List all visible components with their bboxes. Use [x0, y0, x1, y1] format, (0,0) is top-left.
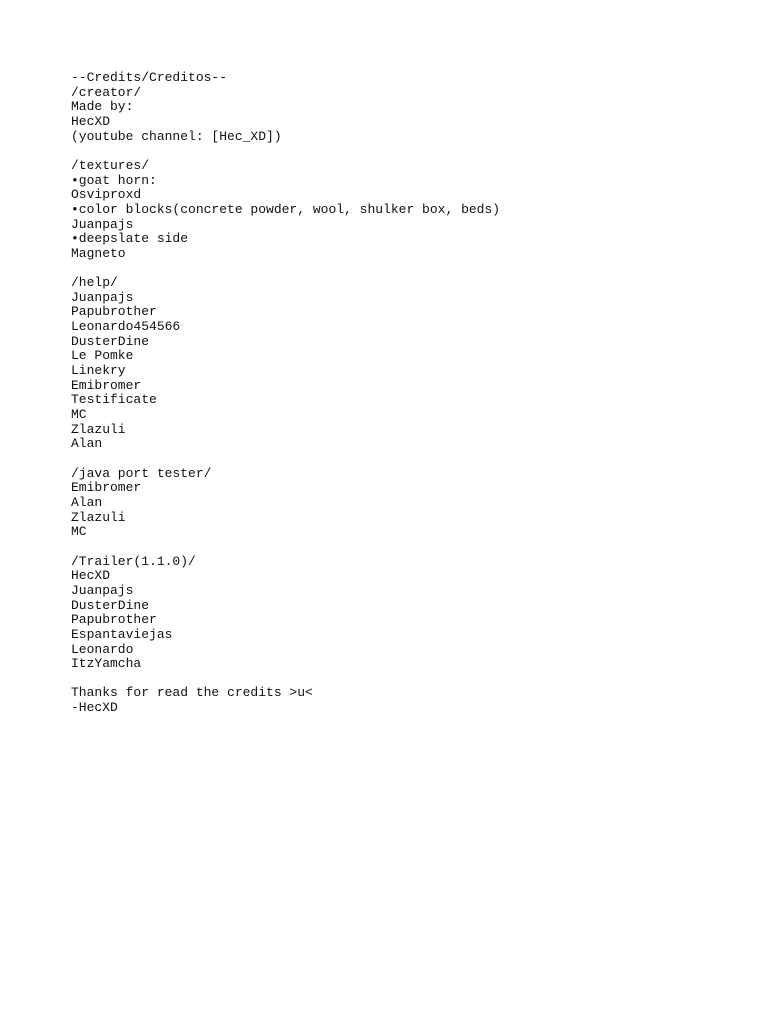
tester-name: Zlazuli — [71, 509, 126, 525]
help-name: MC — [71, 407, 87, 423]
section-heading-trailer: /Trailer(1.1.0)/ — [71, 553, 196, 569]
texture-author: Magneto — [71, 245, 126, 261]
section-spacer — [71, 672, 748, 687]
java-port-tester-section — [71, 467, 748, 540]
trailer-name: HecXD — [71, 568, 111, 584]
trailer-name: Espantaviejas — [71, 626, 173, 642]
section-spacer — [71, 452, 748, 467]
trailer-name: ItzYamcha — [71, 656, 142, 672]
trailer-name: Papubrother — [71, 612, 157, 628]
section-spacer — [71, 262, 748, 277]
credits-document — [71, 71, 748, 716]
trailer-name: Leonardo — [71, 641, 134, 657]
tester-name: MC — [71, 524, 87, 540]
help-section — [71, 276, 748, 452]
help-name: Alan — [71, 436, 103, 452]
section-spacer — [71, 540, 748, 555]
trailer-name: DusterDine — [71, 597, 150, 613]
help-name: Leonardo454566 — [71, 319, 181, 335]
help-name: Emibromer — [71, 377, 142, 393]
creator-line: Made by: — [71, 99, 134, 115]
textures-section — [71, 159, 748, 262]
texture-author: Juanpajs — [71, 216, 134, 232]
section-heading-java-port-tester: /java port tester/ — [71, 465, 212, 481]
trailer-name: Juanpajs — [71, 582, 134, 598]
texture-author: Osviproxd — [71, 187, 142, 203]
creator-section — [71, 86, 748, 145]
credits-header: --Credits/Creditos-- — [71, 70, 228, 85]
help-name: Testificate — [71, 392, 157, 408]
help-name: Papubrother — [71, 304, 157, 320]
creator-channel: (youtube channel: [Hec_XD]) — [71, 128, 282, 144]
closing-section — [71, 686, 748, 715]
thanks-message: Thanks for read the credits >u< — [71, 685, 313, 701]
texture-item: •goat horn: — [71, 172, 157, 188]
trailer-section — [71, 555, 748, 672]
tester-name: Emibromer — [71, 480, 142, 496]
help-name: Linekry — [71, 363, 126, 379]
texture-item: •deepslate side — [71, 231, 189, 247]
texture-item: •color blocks(concrete powder, wool, shulker box, beds) — [71, 201, 501, 217]
help-name: DusterDine — [71, 333, 150, 349]
creator-name: HecXD — [71, 113, 111, 129]
section-heading-help: /help/ — [71, 275, 118, 291]
tester-name: Alan — [71, 494, 103, 510]
help-name: Zlazuli — [71, 421, 126, 437]
help-name: Juanpajs — [71, 289, 134, 305]
signature: -HecXD — [71, 700, 118, 716]
section-heading-textures: /textures/ — [71, 157, 150, 173]
section-heading-creator: /creator/ — [71, 84, 142, 100]
section-spacer — [71, 144, 748, 159]
help-name: Le Pomke — [71, 348, 134, 364]
